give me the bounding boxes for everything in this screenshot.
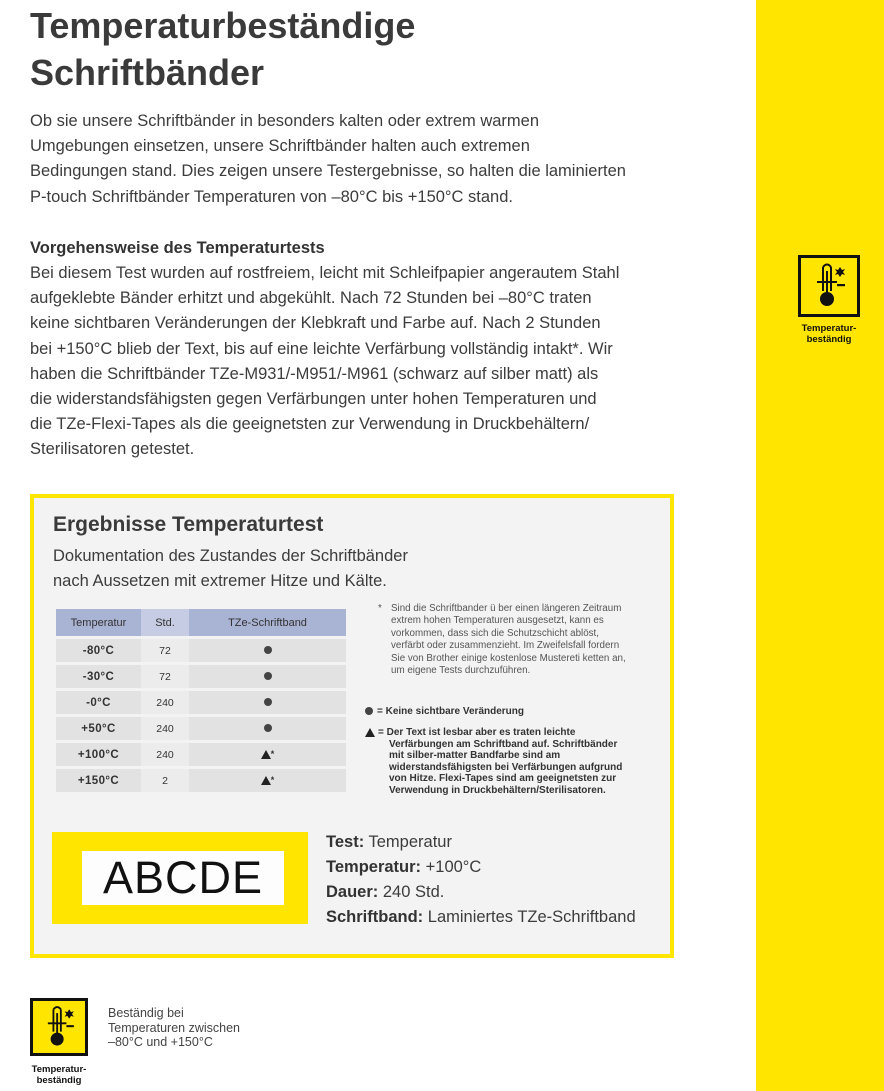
no-change-dot-icon: [264, 724, 272, 732]
side-temperature-badge: [776, 255, 882, 345]
thermometer-icon: [30, 998, 88, 1056]
footnote: * Sind die Schriftbander ü ber einen längeren Zeitraum extrem hohen Temperaturen ausgesetzt, kann es vorkommen, dass sich die Schutzschicht ablöst, verfärbt oder zusammenzieht. Im Zweifelsfall fordern Sie von Brother einige kostenlose Mustereti ketten an, um eigene Tests durchzuführen.: [378, 603, 626, 677]
row-temperature: -80°C: [56, 639, 141, 662]
footnote-marker: *: [378, 603, 382, 614]
side-badge-caption: Temperatur- beständig: [801, 323, 857, 345]
spec-test: Test: Temperatur: [326, 833, 452, 851]
row-result: [189, 691, 346, 714]
bottom-description: Beständig bei Temperaturen zwischen –80°C und +150°C: [108, 1006, 241, 1050]
row-temperature: +100°C: [56, 743, 141, 766]
table-header-row: [56, 609, 346, 636]
row-hours: 240: [141, 743, 189, 766]
no-change-dot-icon: [264, 698, 272, 706]
row-result: [189, 743, 346, 766]
footnote-star: *: [270, 748, 275, 759]
row-result: [189, 769, 346, 792]
row-temperature: -30°C: [56, 665, 141, 688]
row-temperature: -0°C: [56, 691, 141, 714]
footnote-star: *: [270, 774, 275, 785]
procedure-heading: Vorgehensweise des Temperaturtests: [30, 239, 325, 257]
row-hours: 72: [141, 665, 189, 688]
no-change-dot-icon: [264, 672, 272, 680]
legend-discoloration: = Der Text ist lesbar aber es traten leichte Verfärbungen am Schriftband auf. Schriftbänder mit silber-matter Bandfarbe sind am widerstandsfähigsten bei Verfärbungen aufgrund von Hitze. Flexi-Tapes sind am geeignetsten zur Verwendung in Druckbehältern/Sterilisatoren.: [365, 727, 665, 797]
row-result: [189, 639, 346, 662]
results-box: [30, 494, 674, 958]
legend-no-change: = Keine sichtbare Veränderung: [365, 705, 524, 718]
no-change-dot-icon: [365, 707, 373, 715]
header-temperatur: Temperatur: [56, 609, 141, 636]
procedure-paragraph: Bei diesem Test wurden auf rostfreiem, leicht mit Schleifpapier angerautem Stahl aufgeklebte Bänder erhitzt und abgekühlt. Nach 72 Stunden bei –80°C traten keine sichtbaren Veränderungen der Klebkraft und Farbe auf. Nach 2 Stunden bei +150°C blieb der Text, bis auf eine leichte Verfärbung vollständig intakt*. Wir haben die Schriftbänder TZe-M931/-M951/-M961 (schwarz auf silber matt) als die widerstandsfähigsten gegen Verfärbungen unter hohen Temperaturen und die TZe-Flexi-Tapes als die geeignetsten zur Verwendung in Druckbehältern/ Sterilisatoren getestet.: [30, 264, 620, 459]
sample-tape-image: [52, 832, 308, 924]
sample-label-text: ABCDE: [82, 851, 284, 905]
table-row: [56, 639, 346, 662]
bottom-temperature-badge: [30, 998, 88, 1056]
thermometer-icon: [798, 255, 860, 317]
page-title: Temperaturbeständige Schriftbänder: [30, 5, 416, 93]
table-row: [56, 743, 346, 766]
discoloration-triangle-icon: [261, 750, 271, 759]
header-tze-schriftband: TZe-Schriftband: [189, 609, 346, 636]
row-hours: 240: [141, 691, 189, 714]
table-row: [56, 769, 346, 792]
row-hours: 72: [141, 639, 189, 662]
row-result: [189, 717, 346, 740]
temperature-results-table: [56, 606, 346, 795]
row-temperature: +150°C: [56, 769, 141, 792]
row-result: [189, 665, 346, 688]
row-temperature: +50°C: [56, 717, 141, 740]
table-row: [56, 665, 346, 688]
bottom-badge-caption: Temperatur- beständig: [31, 1064, 87, 1086]
row-hours: 2: [141, 769, 189, 792]
spec-tape: Schriftband: Laminiertes TZe-Schriftband: [326, 908, 636, 926]
row-hours: 240: [141, 717, 189, 740]
spec-temperature: Temperatur: +100°C: [326, 858, 482, 876]
header-std: Std.: [141, 609, 189, 636]
spec-duration: Dauer: 240 Std.: [326, 883, 445, 901]
intro-paragraph: Ob sie unsere Schriftbänder in besonders kalten oder extrem warmen Umgebungen einsetzen, unsere Schriftbänder halten auch extremen Bedingungen stand. Dies zeigen unsere Testergebnisse, so halten die laminierten P-touch Schriftbänder Temperaturen von –80°C bis +150°C stand.: [30, 112, 626, 206]
results-title: Ergebnisse Temperaturtest: [53, 513, 324, 536]
table-row: [56, 717, 346, 740]
results-subtitle: Dokumentation des Zustandes der Schriftbänder nach Aussetzen mit extremer Hitze und Kälte.: [53, 547, 408, 590]
discoloration-triangle-icon: [365, 728, 375, 737]
no-change-dot-icon: [264, 646, 272, 654]
yellow-side-band: [756, 0, 884, 1091]
test-spec: [326, 830, 636, 930]
discoloration-triangle-icon: [261, 776, 271, 785]
table-row: [56, 691, 346, 714]
